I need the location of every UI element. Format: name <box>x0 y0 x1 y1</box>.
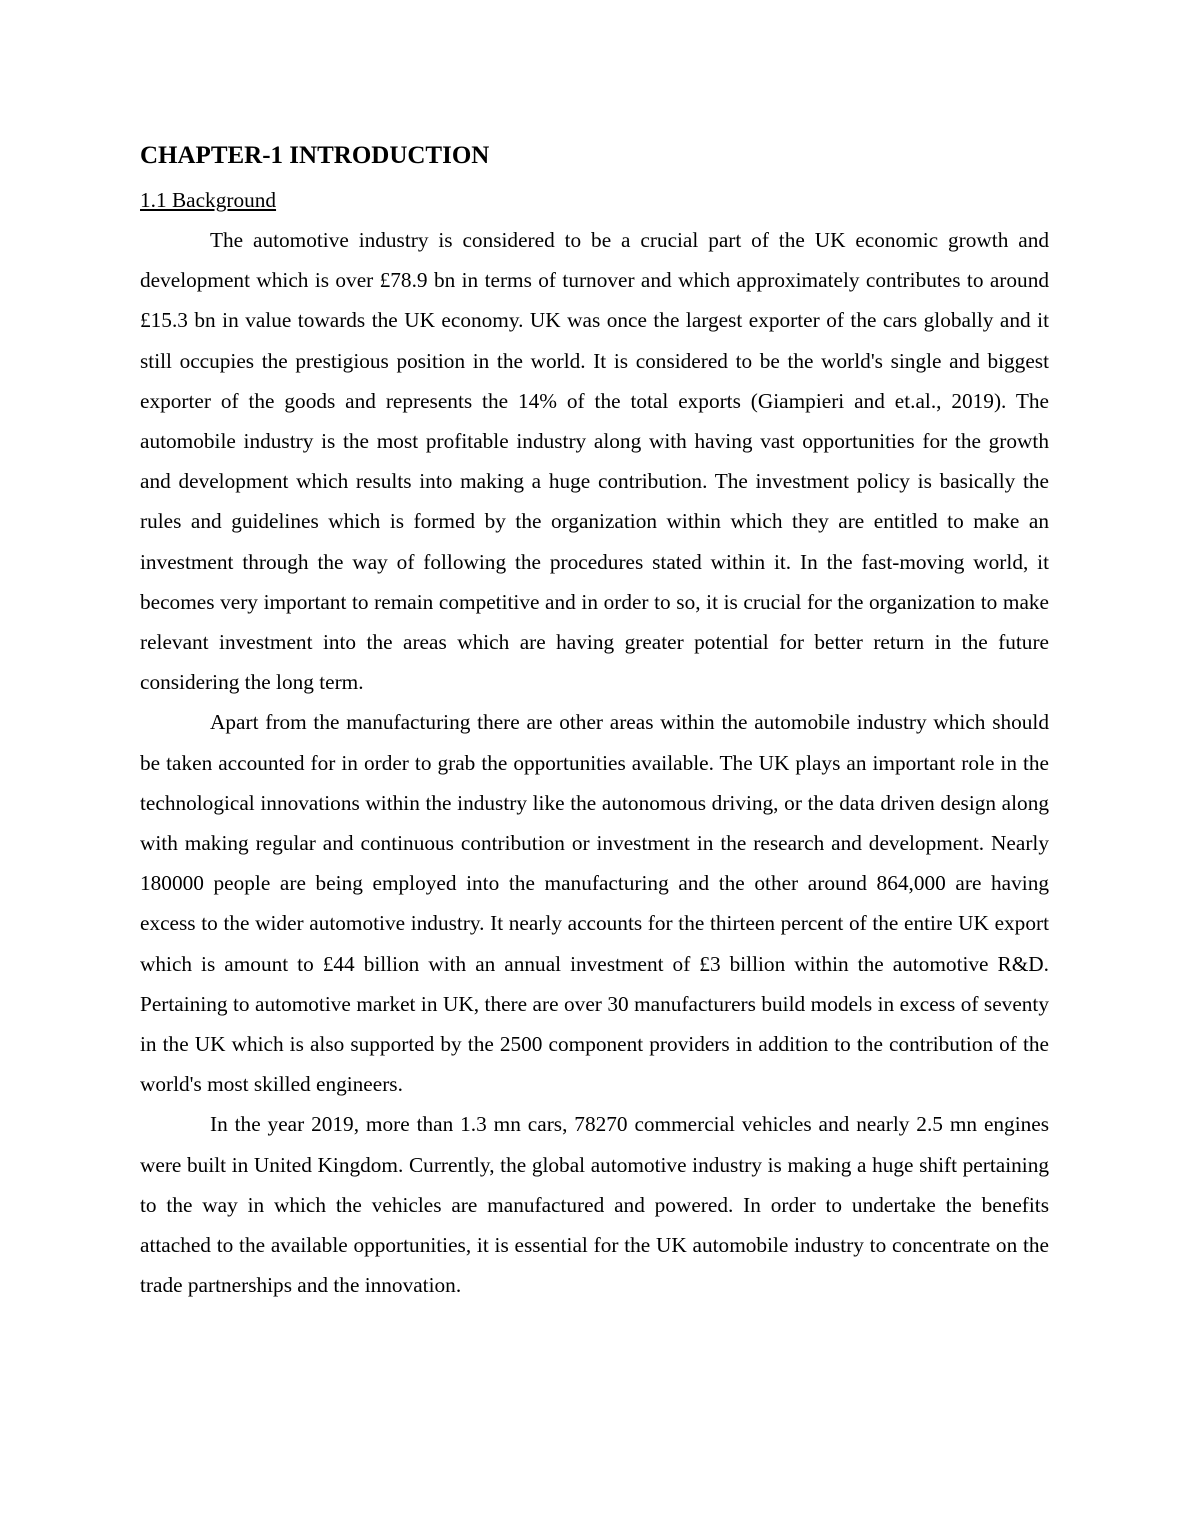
paragraph-1: The automotive industry is considered to be a crucial part of the UK economic growth and development which is over £78.9 bn in terms of turnover and which approximately contributes to around £15.3 bn in value towards the UK economy. UK was once the largest exporter of the cars globally and it still occupies the prestigious position in the world. It is considered to be the world's single and biggest exporter of the goods and represents the 14% of the total exports (Giampieri and et.al., 2019). The automobile industry is the most profitable industry along with having vast opportunities for the growth and development which results into making a huge contribution. The investment policy is basically the rules and guidelines which is formed by the organization within which they are entitled to make an investment through the way of following the procedures stated within it. In the fast-moving world, it becomes very important to remain competitive and in order to so, it is crucial for the organization to make relevant investment into the areas which are having greater potential for better return in the future considering the long term. <box>140 228 1049 695</box>
chapter-title: CHAPTER-1 INTRODUCTION <box>140 142 490 169</box>
section-heading: 1.1 Background <box>140 188 277 212</box>
page-content <box>140 138 1049 1305</box>
paragraph-2: Apart from the manufacturing there are other areas within the automobile industry which should be taken accounted for in order to grab the opportunities available. The UK plays an important role in the technological innovations within the industry like the autonomous driving, or the data driven design along with making regular and continuous contribution or investment in the research and development. Nearly 180000 people are being employed into the manufacturing and the other around 864,000 are having excess to the wider automotive industry. It nearly accounts for the thirteen percent of the entire UK export which is amount to £44 billion with an annual investment of £3 billion within the automotive R&D. Pertaining to automotive market in UK, there are over 30 manufacturers build models in excess of seventy in the UK which is also supported by the 2500 component providers in addition to the contribution of the world's most skilled engineers. <box>140 710 1049 1097</box>
paragraph-3: In the year 2019, more than 1.3 mn cars, 78270 commercial vehicles and nearly 2.5 mn engines were built in United Kingdom. Currently, the global automotive industry is making a huge shift pertaining to the way in which the vehicles are manufactured and powered. In order to undertake the benefits attached to the available opportunities, it is essential for the UK automobile industry to concentrate on the trade partnerships and the innovation. <box>140 1112 1049 1298</box>
